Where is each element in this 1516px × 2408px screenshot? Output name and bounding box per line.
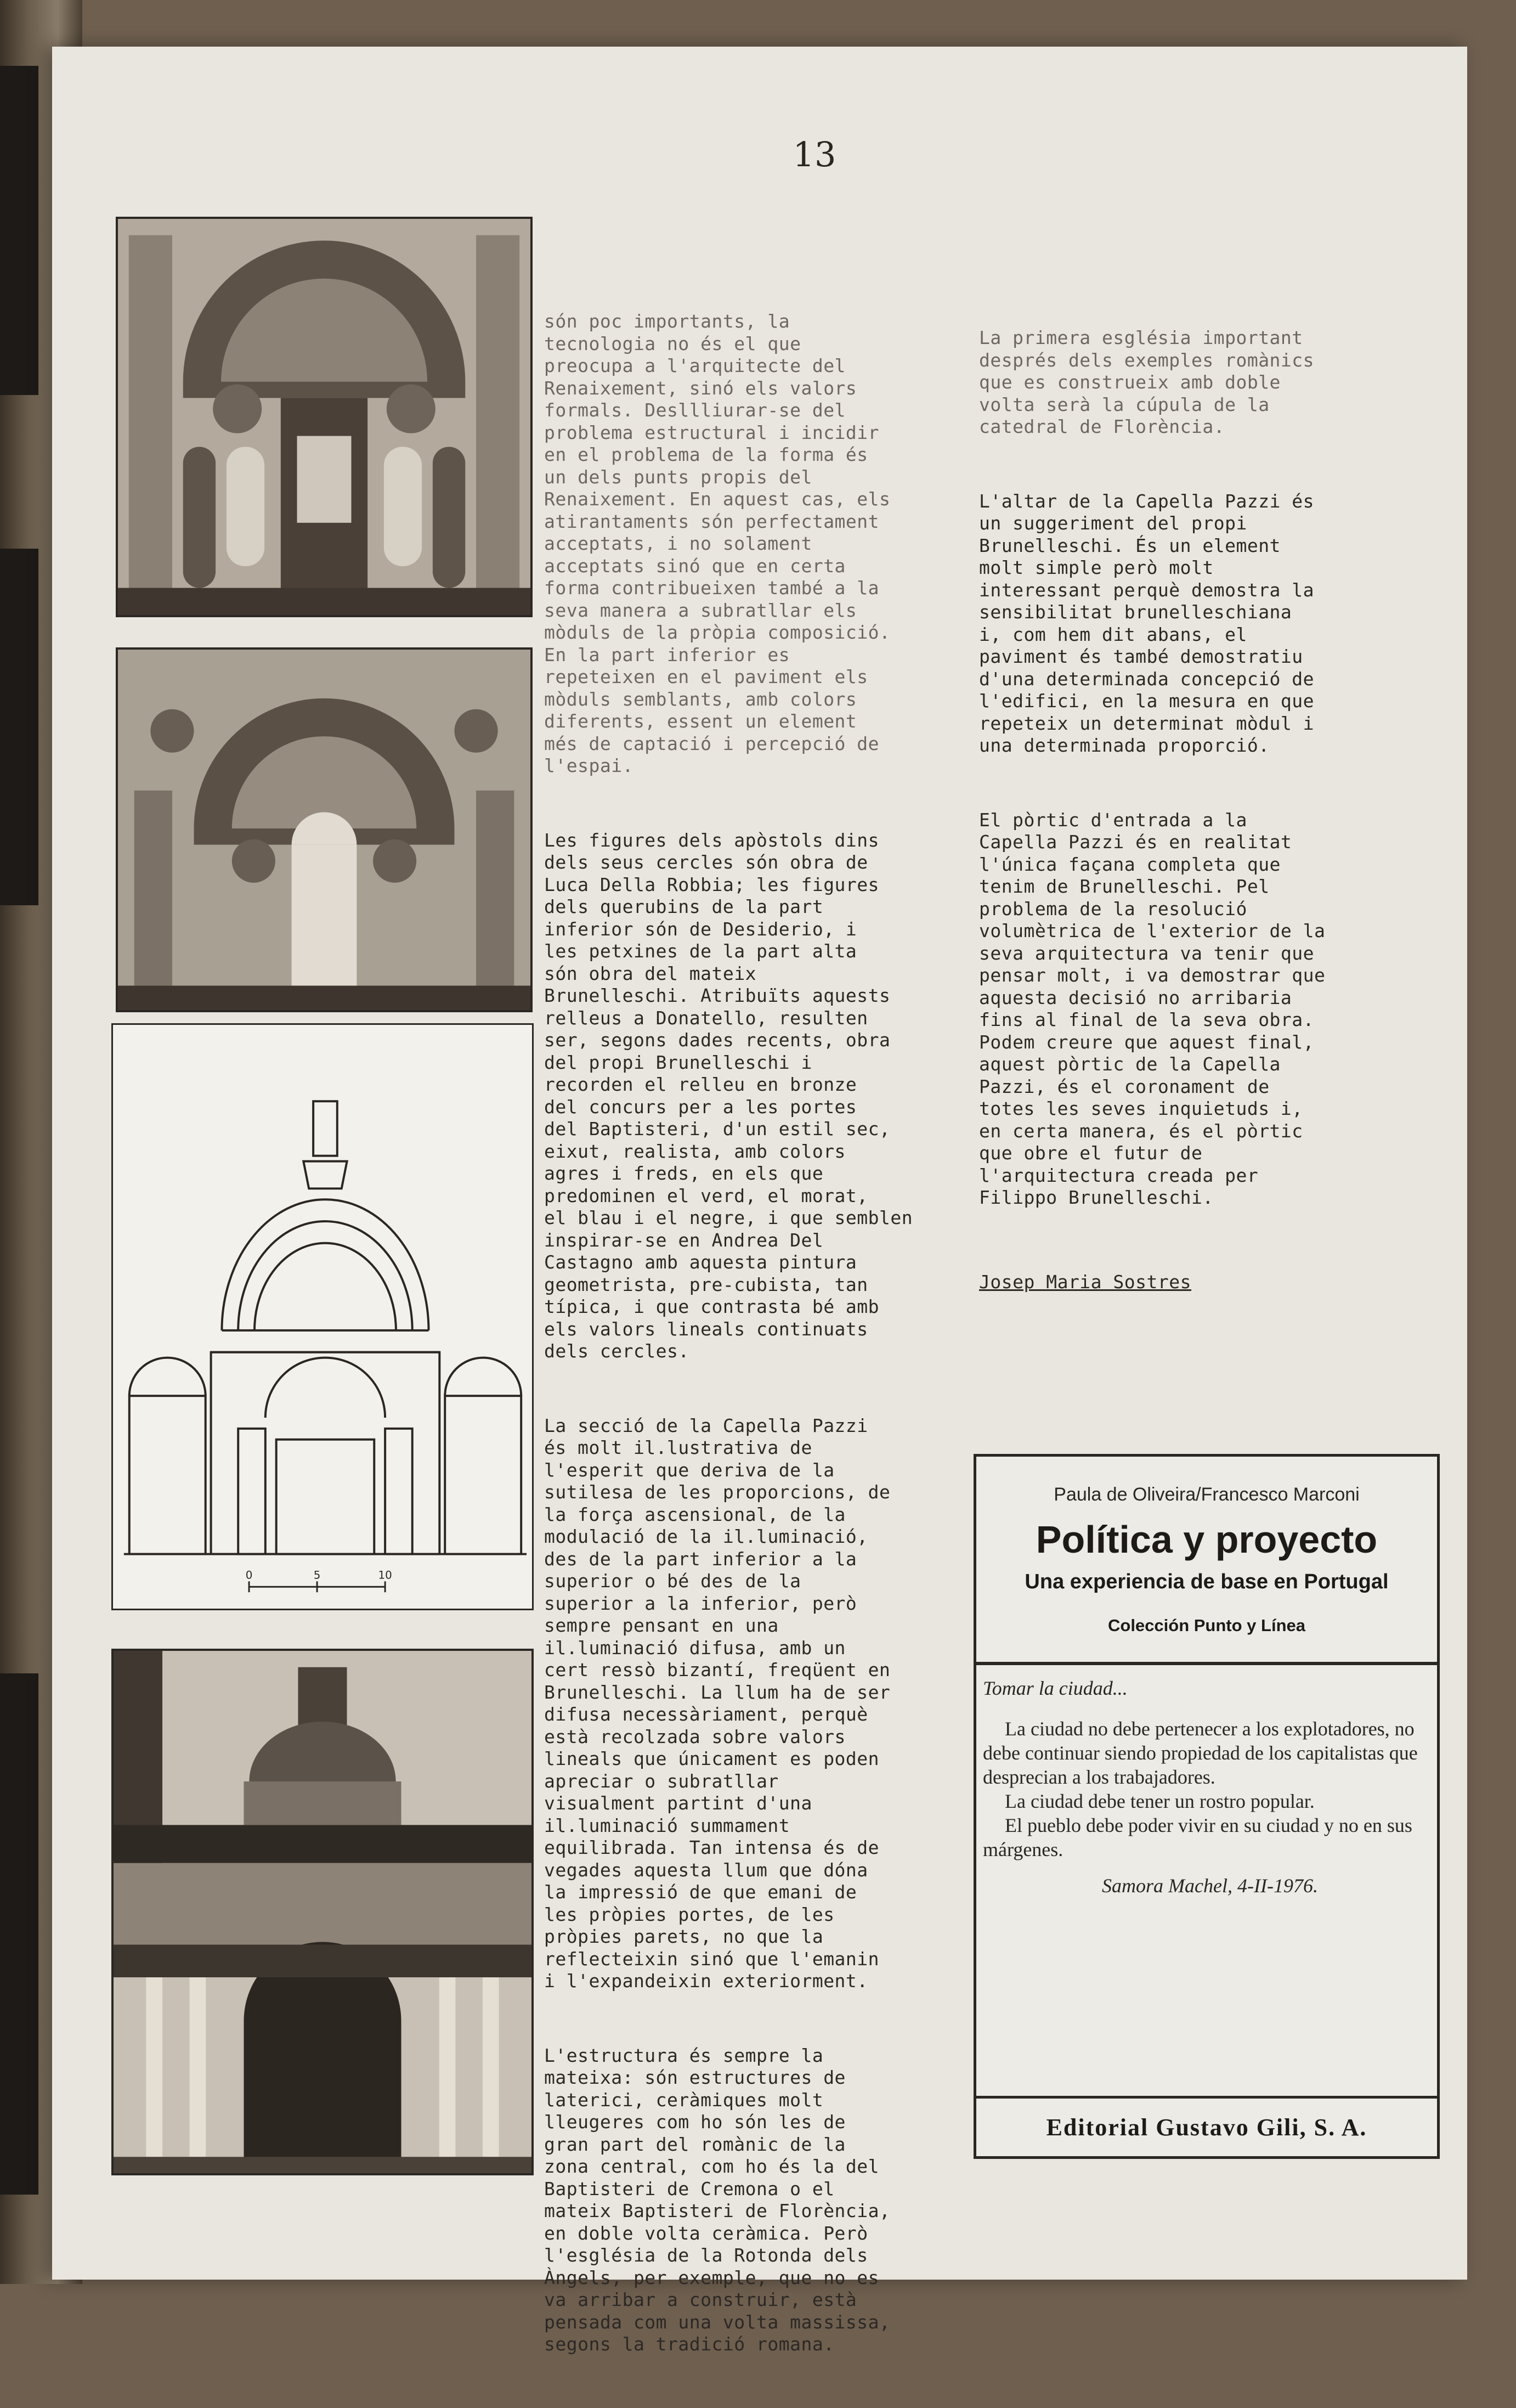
paragraph: La primera església important després dels exemples romànics que es construeix amb doble volta serà la cúpula de la catedral de Florència. xyxy=(979,327,1315,437)
paragraph: La secció de la Capella Pazzi és molt il.lustrativa de l'esperit que deriva de la sutilesa de les proporcions, de la força ascensional, de la modulació de la il.luminació, des de la part inferior a la superior o bé des de la superior a la inferior, però sempre pensant en una il.luminació difusa, amb un cert ressò bizantí, freqüent en Brunelleschi. La llum ha de ser difusa necessàriament, perquè està recolzada sobre valors lineals que únicament es poden apreciar o subratllar visualment partint d'una il.luminació summament equilibrada. Tan intensa és de vegades aquesta llum que dóna la impressió de que emani de les pròpies portes, de les pròpies parets, no que la reflecteixin sinó que l'emanin i l'expandeixin exteriorment. xyxy=(544,1414,891,1992)
ad-quote xyxy=(976,1676,1437,1898)
previous-page-photo-strip xyxy=(0,1673,38,2195)
paragraph: Les figures dels apòstols dins dels seus cercles són obra de Luca Della Robbia; les figures dels querubins de la part inferior són de Desiderio, i les petxines de la part alta són obra del mateix Brunelleschi. Atribuïts aquests relleus a Donatello, resulten ser, segons dades recents, obra del propi Brunelleschi i recorden el relleu en bronze del concurs per a les portes del Baptisteri, d'un estil sec, eixut, realista, amb colors agres i freds, en els que predominen el verd, el morat, el blau i el negre, i que semblen inspirar-se en Andrea Del Castagno amb aquesta pintura geometrista, pre-cubista, tan típica, i que contrasta bé amb els valors lineals continuats dels cercles. xyxy=(544,829,913,1362)
scale-label-10: 10 xyxy=(378,1569,392,1582)
paragraph: El pòrtic d'entrada a la Capella Pazzi és en realitat l'única façana completa que tenim de Brunelleschi. Pel problema de la resolució volumètrica de l'exterior de la seva arquitectura va tenir que pensar molt, i va demostrar que aquesta decisió no arribaria fins al final de la seva obra. Podem creure que aquest final, aquest pòrtic de la Capella Pazzi, és el coronament de totes les seves inquietuds i, en certa manera, és el pòrtic que obre el futur de l'arquitectura creada per Filippo Brunelleschi. xyxy=(979,809,1326,1208)
paragraph: L'altar de la Capella Pazzi és un suggeriment del propi Brunelleschi. És un element molt simple però molt interessant perquè demostra la sensibilitat brunelleschiana i, com hem dit abans, el paviment és també demostratiu d'una determinada concepció de l'edifici, en la mesura en que repeteix un determinat mòdul i una determinada proporció. xyxy=(979,490,1315,756)
chapel-altar-photo xyxy=(116,647,533,1012)
ad-quote-paragraph: La ciudad debe tener un rostro popular. xyxy=(1005,1790,1315,1812)
ad-subtitle: Una experiencia de base en Portugal xyxy=(1025,1570,1389,1593)
chapel-altar-drawing xyxy=(118,650,530,1010)
chapel-interior-photo xyxy=(116,217,533,617)
previous-page-photo-strip xyxy=(0,549,38,905)
author-signature: Josep Maria Sostres xyxy=(979,1271,1191,1293)
chapel-exterior-drawing xyxy=(114,1651,531,2173)
book-advertisement xyxy=(974,1454,1440,2159)
ad-publisher: Editorial Gustavo Gili, S. A. xyxy=(976,2096,1437,2156)
article-column-left xyxy=(544,266,1021,2408)
paragraph: L'estructura és sempre la mateixa: són estructures de laterici, ceràmiques molt lleugeres com ho són les de gran part del romànic de la zona central, com ho és la del Baptisteri de Cremona o el mateix Baptisteri de Florència, en doble volta ceràmica. Però l'església de la Rotonda dels Àngels, per exemple, que no es va arribar a construir, està pensada com una volta massissa, segons la tradició romana. xyxy=(544,2044,891,2355)
ad-book-title: Política y proyecto xyxy=(1036,1518,1378,1561)
previous-page-photo-strip xyxy=(0,66,38,395)
magazine-page xyxy=(52,47,1467,2355)
ad-header xyxy=(976,1457,1437,1665)
chapel-exterior-photo xyxy=(111,1649,534,2175)
ad-quote-title: Tomar la ciudad... xyxy=(983,1677,1128,1699)
paragraph: són poc importants, la tecnologia no és el que preocupa a l'arquitecte del Renaixement, sinó els valors formals. Desllliurar-se del problema estructural i incidir en el problema de la forma és un dels punts propis del Renaixement. En aquest cas, els atirantaments són perfectament acceptats, i no solament acceptats sinó que en certa forma contribueixen també a la seva manera a subratllar els mòduls de la pròpia composició. En la part inferior es repeteixen en el paviment els mòduls semblants, amb colors diferents, essent un element més de captació i percepció de l'espai. xyxy=(544,311,891,776)
section-line-drawing xyxy=(113,1025,532,1609)
page-number: 13 xyxy=(793,134,836,174)
ad-quote-paragraph: El pueblo debe poder vivir en su ciudad y no en sus márgenes. xyxy=(983,1814,1412,1860)
ad-authors: Paula de Oliveira/Francesco Marconi xyxy=(1054,1484,1360,1505)
ad-collection: Colección Punto y Línea xyxy=(1108,1616,1305,1635)
chapel-interior-drawing xyxy=(118,219,530,615)
scale-label-5: 5 xyxy=(313,1569,321,1582)
chapel-section-drawing xyxy=(111,1023,534,1610)
ad-quote-attribution: Samora Machel, 4-II-1976. xyxy=(1102,1875,1318,1897)
ad-quote-paragraph: La ciudad no debe pertenecer a los explotadores, no debe continuar siendo propiedad de los capitalistas que desprecian a los trabajadores. xyxy=(983,1718,1418,1788)
article-column-right xyxy=(979,283,1434,1345)
scale-label-0: 0 xyxy=(245,1569,253,1582)
